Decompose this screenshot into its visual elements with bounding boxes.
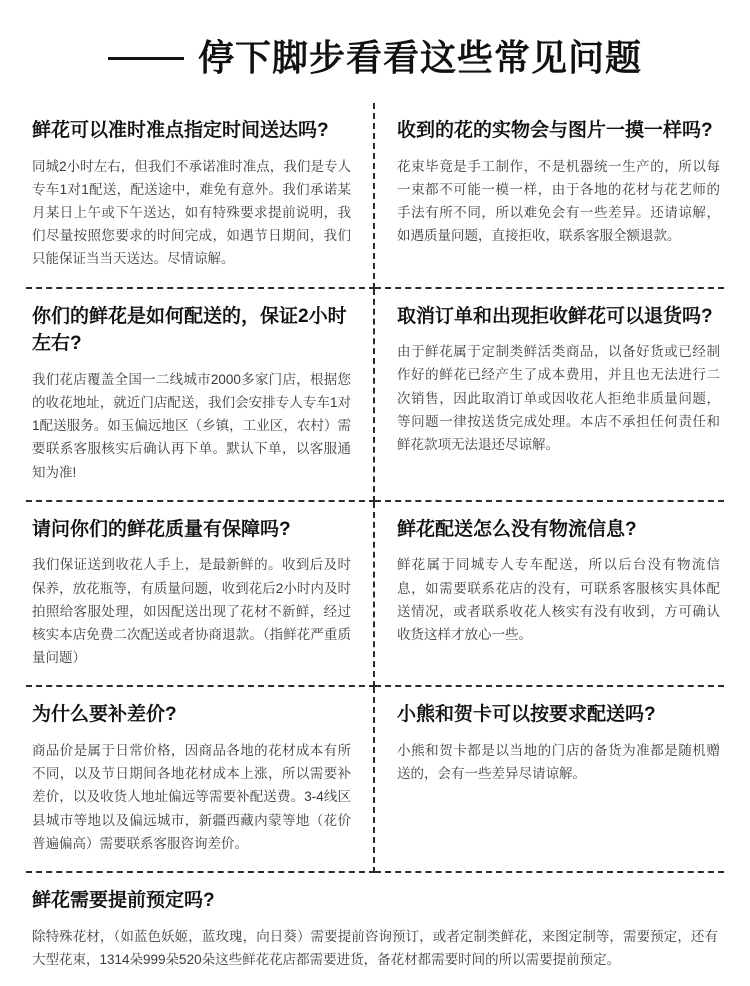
header-rule-decoration	[108, 57, 184, 60]
faq-answer: 由于鲜花属于定制类鲜活类商品，以备好货或已经制作好的鲜花已经产生了成本费用，并且也无法进行二次销售，因此取消订单或因收花人拒绝非质量问题，等问题一律按送货完成处理。本店不承担任何责任和鲜花款项无法退还尽谅解。	[397, 344, 720, 453]
faq-question: 你们的鲜花是如何配送的，保证2小时左右?	[32, 305, 347, 355]
faq-question: 小熊和贺卡可以按要求配送吗?	[397, 704, 656, 726]
faq-answer: 同城2小时左右，但我们不承诺准时准点，我们是专人专车1对1配送，配送途中，难免有意外。我们承诺某月某日上午或下午送达，如有特殊要求提前说明，我们尽量按照您要求的时间完成，如遇节日期间，我们只能保证当当天送达。尽情谅解。	[32, 158, 351, 267]
faq-question: 取消订单和出现拒收鲜花可以退货吗?	[397, 305, 713, 327]
faq-answer: 小熊和贺卡都是以当地的门店的备货为准都是随机赠送的，会有一些差异尽请谅解。	[397, 743, 720, 782]
faq-answer: 我们花店覆盖全国一二线城市2000多家门店，根据您的收花地址，就近门店配送，我们会安排专人专车1对1配送服务。如玉偏远地区（乡镇，工业区，农村）需要联系客服核实后确认再下单。默认下单，以客服通知为准!	[32, 371, 351, 480]
faq-question: 请问你们的鲜花质量有保障吗?	[32, 518, 291, 540]
faq-question: 为什么要补差价?	[32, 704, 177, 726]
faq-answer: 鲜花属于同城专人专车配送，所以后台没有物流信息，如需要联系花店的没有，可联系客服核实具体配送情况，或者联系收花人核实有没有收到，方可确认收货这样才放心一些。	[397, 557, 720, 643]
faq-question: 收到的花的实物会与图片一摸一样吗?	[397, 120, 713, 141]
faq-question: 鲜花需要提前预定吗?	[32, 890, 215, 912]
faq-question: 鲜花配送怎么没有物流信息?	[397, 518, 637, 540]
faq-question: 鲜花可以准时准点指定时间送达吗?	[32, 120, 329, 141]
faq-grid	[26, 103, 724, 873]
faq-answer: 花束毕竟是手工制作，不是机器统一生产的，所以每一束都不可能一模一样，由于各地的花材与花艺师的手法有所不同，所以难免会有一些差异。还请谅解，如遇质量问题，直接拒收，联系客服全额退款。	[397, 158, 720, 244]
faq-item	[26, 687, 375, 873]
faq-item	[375, 502, 724, 688]
faq-answer: 除特殊花材，（如蓝色妖姬，蓝玫瑰，向日葵）需要提前咨询预订，或者定制类鲜花，来图定制等，需要预定，还有大型花束，1314朵999朵520朵这些鲜花花店都需要进货，备花材都需要时间的所以需要提前预定。	[32, 928, 718, 968]
faq-item-full-width	[26, 873, 724, 976]
faq-item	[375, 289, 724, 502]
faq-item	[26, 502, 375, 688]
faq-item	[26, 289, 375, 502]
faq-answer: 商品价是属于日常价格，因商品各地的花材成本有所不同，以及节日期间各地花材成本上涨，所以需要补差价，以及收货人地址偏远等需要补配送费。3-4线区县城市等地以及偏远城市，新疆西藏内蒙等地（花价普遍偏高）需要联系客服咨询差价。	[32, 743, 351, 851]
faq-item	[375, 687, 724, 873]
faq-answer: 我们保证送到收花人手上，是最新鲜的。收到后及时保养，放花瓶等，有质量问题，收到花后2小时内及时拍照给客服处理，如因配送出现了花材不新鲜，经过核实本店免费二次配送或者协商退款。（指鲜花严重质量问题）	[32, 557, 351, 666]
page-header	[26, 22, 724, 81]
faq-item	[26, 103, 375, 289]
page-title: 停下脚步看看这些常见问题	[197, 37, 642, 78]
faq-item	[375, 103, 724, 289]
